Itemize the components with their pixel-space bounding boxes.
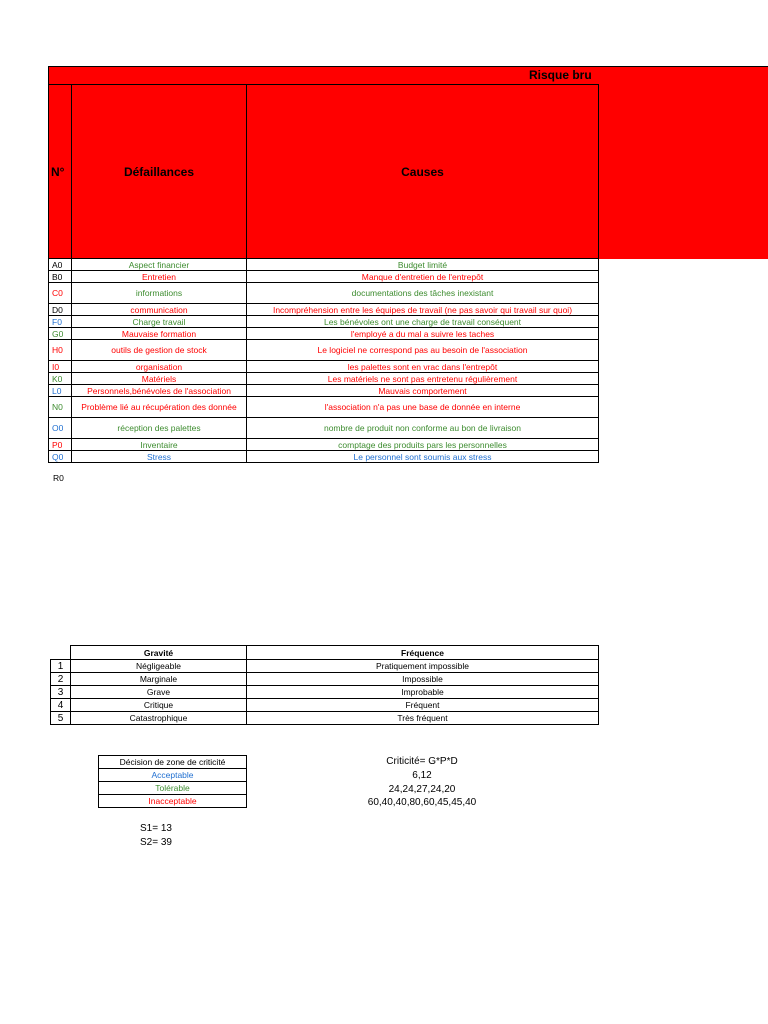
risk-title: Risque bru bbox=[529, 68, 592, 82]
risk-code: K0 bbox=[49, 373, 72, 385]
risk-row bbox=[49, 385, 599, 397]
criticite-line-3: 60,40,40,80,60,45,45,40 bbox=[367, 797, 477, 808]
red-header-extension bbox=[598, 84, 768, 259]
risk-row bbox=[49, 304, 599, 316]
risk-row bbox=[49, 328, 599, 340]
header-frequence: Fréquence bbox=[247, 646, 599, 660]
risk-defaillance: Aspect financier bbox=[72, 259, 247, 271]
risk-title-bar bbox=[48, 66, 768, 84]
gf-index: 3 bbox=[51, 686, 71, 699]
risk-code: Q0 bbox=[49, 451, 72, 463]
risk-row bbox=[49, 340, 599, 361]
risk-cause: l'employé a du mal a suivre les taches bbox=[247, 328, 599, 340]
header-gravite: Gravité bbox=[71, 646, 247, 660]
risk-cause: les palettes sont en vrac dans l'entrepôt bbox=[247, 361, 599, 373]
gf-gravite: Catastrophique bbox=[71, 712, 247, 725]
risk-code: D0 bbox=[49, 304, 72, 316]
risk-row bbox=[49, 373, 599, 385]
gf-row bbox=[51, 660, 599, 673]
risk-row bbox=[49, 397, 599, 418]
risk-code: F0 bbox=[49, 316, 72, 328]
risk-row bbox=[49, 451, 599, 463]
risk-defaillance: Charge travail bbox=[72, 316, 247, 328]
header-causes: Causes bbox=[247, 85, 599, 259]
risk-code: I0 bbox=[49, 361, 72, 373]
gf-frequence: Improbable bbox=[247, 686, 599, 699]
criticite-line-2: 24,24,27,24,20 bbox=[388, 784, 456, 795]
risk-code: P0 bbox=[49, 439, 72, 451]
risk-defaillance: Mauvaise formation bbox=[72, 328, 247, 340]
gf-gravite: Négligeable bbox=[71, 660, 247, 673]
corner-cell bbox=[51, 646, 71, 660]
risk-row bbox=[49, 439, 599, 451]
gf-row bbox=[51, 699, 599, 712]
risk-cause: comptage des produits pars les personnelles bbox=[247, 439, 599, 451]
risk-row bbox=[49, 271, 599, 283]
gf-index: 1 bbox=[51, 660, 71, 673]
header-defaillances: Défaillances bbox=[72, 85, 247, 259]
risk-row bbox=[49, 316, 599, 328]
gf-frequence: Très fréquent bbox=[247, 712, 599, 725]
decision-row bbox=[99, 769, 247, 782]
trailing-code: R0 bbox=[53, 473, 64, 483]
risk-cause: nombre de produit non conforme au bon de livraison bbox=[247, 418, 599, 439]
risk-code: B0 bbox=[49, 271, 72, 283]
gf-row bbox=[51, 686, 599, 699]
risk-row bbox=[49, 259, 599, 271]
gf-frequence: Pratiquement impossible bbox=[247, 660, 599, 673]
gf-gravite: Marginale bbox=[71, 673, 247, 686]
risk-cause: Les bénévoles ont une charge de travail conséquent bbox=[247, 316, 599, 328]
risk-code: O0 bbox=[49, 418, 72, 439]
score-s2: S2= 39 bbox=[140, 837, 172, 848]
gf-index: 5 bbox=[51, 712, 71, 725]
risk-defaillance: Stress bbox=[72, 451, 247, 463]
risk-defaillance: communication bbox=[72, 304, 247, 316]
risk-defaillance: informations bbox=[72, 283, 247, 304]
decision-row bbox=[99, 782, 247, 795]
header-num: N° bbox=[49, 85, 72, 259]
criticite-formula: Criticité= G*P*D bbox=[386, 756, 458, 767]
decision-zone: Tolérable bbox=[99, 782, 247, 795]
decision-header: Décision de zone de criticité bbox=[99, 756, 247, 769]
gf-frequence: Impossible bbox=[247, 673, 599, 686]
gf-gravite: Grave bbox=[71, 686, 247, 699]
risk-cause: Budget limité bbox=[247, 259, 599, 271]
decision-table bbox=[98, 755, 247, 808]
risk-cause: Manque d'entretien de l'entrepôt bbox=[247, 271, 599, 283]
risk-cause: Le logiciel ne correspond pas au besoin de l'association bbox=[247, 340, 599, 361]
risk-row bbox=[49, 418, 599, 439]
risk-code: G0 bbox=[49, 328, 72, 340]
risk-defaillance: Entretien bbox=[72, 271, 247, 283]
risk-defaillance: Personnels,bénévoles de l'association bbox=[72, 385, 247, 397]
gf-gravite: Critique bbox=[71, 699, 247, 712]
risk-cause: Le personnel sont soumis aux stress bbox=[247, 451, 599, 463]
risk-table-body bbox=[49, 259, 599, 463]
gravity-frequency-body bbox=[51, 660, 599, 725]
risk-defaillance: réception des palettes bbox=[72, 418, 247, 439]
risk-row bbox=[49, 361, 599, 373]
gf-frequence: Fréquent bbox=[247, 699, 599, 712]
risk-cause: Les matériels ne sont pas entretenu régulièrement bbox=[247, 373, 599, 385]
score-s1: S1= 13 bbox=[140, 823, 172, 834]
risk-row bbox=[49, 283, 599, 304]
criticite-line-1: 6,12 bbox=[412, 770, 432, 781]
risk-defaillance: Problème lié au récupération des donnée bbox=[72, 397, 247, 418]
decision-row bbox=[99, 795, 247, 808]
risk-code: C0 bbox=[49, 283, 72, 304]
gf-index: 4 bbox=[51, 699, 71, 712]
decision-body bbox=[99, 769, 247, 808]
decision-zone: Inacceptable bbox=[99, 795, 247, 808]
risk-code: A0 bbox=[49, 259, 72, 271]
risk-cause: Mauvais comportement bbox=[247, 385, 599, 397]
risk-code: H0 bbox=[49, 340, 72, 361]
decision-zone: Acceptable bbox=[99, 769, 247, 782]
risk-code: L0 bbox=[49, 385, 72, 397]
risk-defaillance: outils de gestion de stock bbox=[72, 340, 247, 361]
risk-defaillance: organisation bbox=[72, 361, 247, 373]
risk-cause: l'association n'a pas une base de donnée en interne bbox=[247, 397, 599, 418]
risk-defaillance: Inventaire bbox=[72, 439, 247, 451]
risk-cause: Incompréhension entre les équipes de travail (ne pas savoir qui travail sur quoi) bbox=[247, 304, 599, 316]
gf-row bbox=[51, 673, 599, 686]
gf-row bbox=[51, 712, 599, 725]
risk-defaillance: Matériels bbox=[72, 373, 247, 385]
risk-table bbox=[48, 84, 599, 463]
gravity-frequency-table bbox=[50, 645, 599, 725]
gf-index: 2 bbox=[51, 673, 71, 686]
risk-cause: documentations des tâches inexistant bbox=[247, 283, 599, 304]
risk-code: N0 bbox=[49, 397, 72, 418]
